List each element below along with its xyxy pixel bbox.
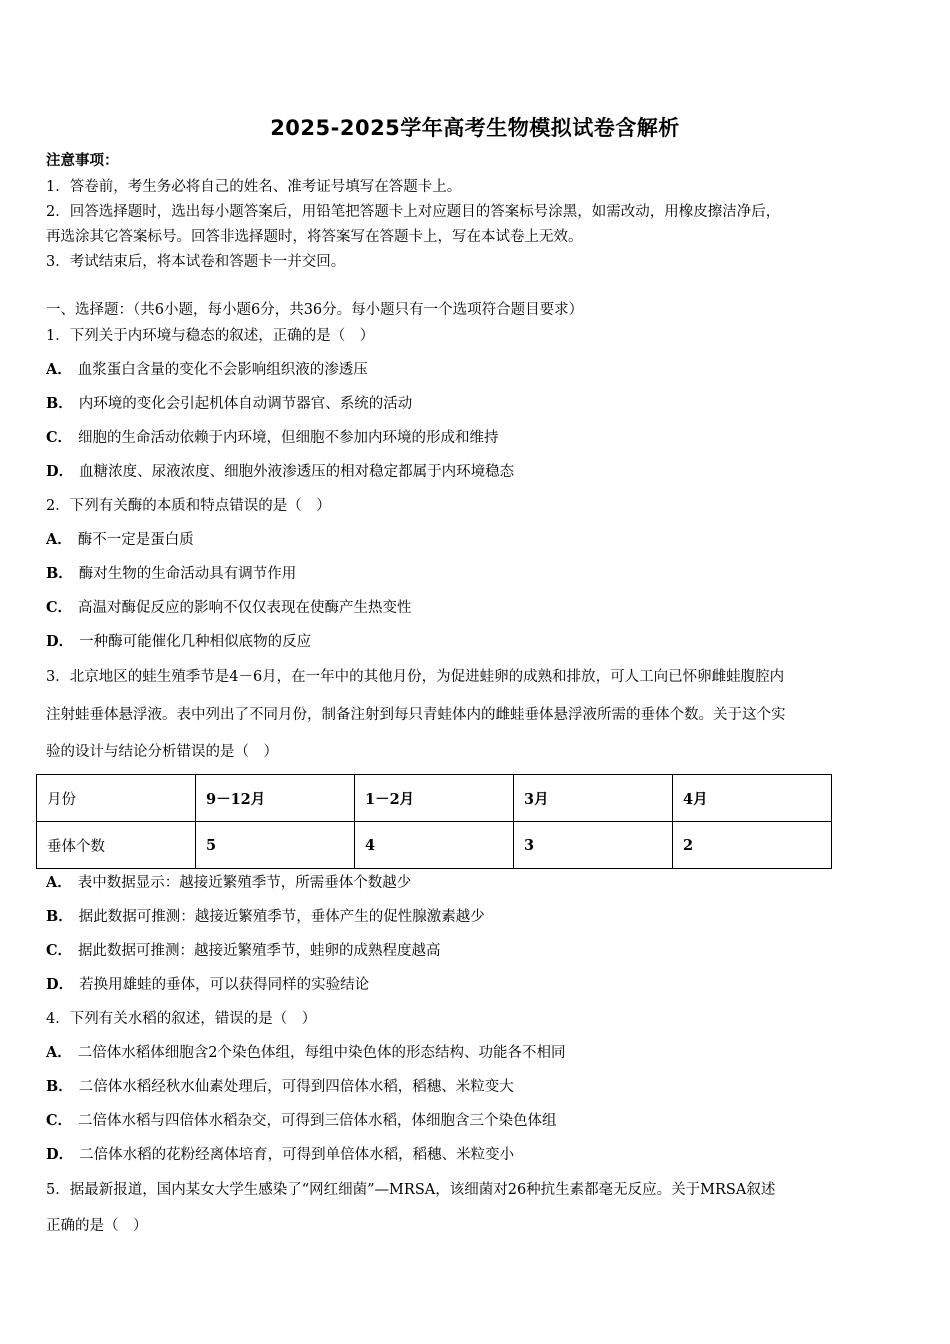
option-letter: C． [46, 429, 73, 446]
option-text: 血浆蛋白含量的变化不会影响组织液的渗透压 [77, 362, 368, 378]
option-letter: D． [46, 633, 74, 650]
question-stem: 验的设计与结论分析错误的是（ ） [46, 744, 278, 760]
option-d [46, 1145, 514, 1165]
table-cell: 4 [355, 822, 514, 869]
option-text: 酶对生物的生命活动具有调节作用 [78, 566, 297, 582]
table-header-row [37, 775, 832, 822]
option-a [46, 530, 194, 550]
notice-item: 3．考试结束后，将本试卷和答题卡一并交回。 [46, 254, 346, 270]
option-a [46, 1043, 566, 1063]
option-letter: C． [46, 599, 73, 616]
option-text: 据此数据可推测：越接近繁殖季节，蛙卵的成熟程度越高 [78, 943, 441, 959]
option-letter: B． [46, 565, 73, 582]
option-letter: B． [46, 1078, 73, 1095]
table-header-cell: 月份 [37, 775, 196, 822]
notice-item: 再选涂其它答案标号。回答非选择题时，将答案写在答题卡上，写在本试卷上无效。 [46, 229, 583, 245]
option-text: 二倍体水稻经秋水仙素处理后，可得到四倍体水稻，稻穗、米粒变大 [78, 1079, 514, 1095]
table-cell: 3 [514, 822, 673, 869]
option-c [46, 941, 441, 961]
option-d [46, 632, 311, 652]
option-text: 据此数据可推测：越接近繁殖季节，垂体产生的促性腺激素越少 [78, 909, 485, 925]
option-text: 若换用雄蛙的垂体，可以获得同样的实验结论 [79, 977, 370, 993]
question-stem: 5．据最新报道，国内某女大学生感染了“网红细菌”—MRSA，该细菌对26种抗生素都毫无反应。关于MRSA叙述 [46, 1182, 776, 1198]
table-header-cell: 4月 [673, 775, 832, 822]
option-d [46, 462, 514, 482]
table-header-cell: 1－2月 [355, 775, 514, 822]
table-header-cell: 3月 [514, 775, 673, 822]
option-text: 细胞的生命活动依赖于内环境，但细胞不参加内环境的形成和维持 [78, 430, 499, 446]
question-stem: 4．下列有关水稻的叙述，错误的是（ ） [46, 1011, 317, 1027]
option-letter: C． [46, 942, 73, 959]
data-table [36, 774, 832, 869]
option-text: 二倍体水稻体细胞含2个染色体组，每组中染色体的形态结构、功能各不相同 [77, 1045, 566, 1061]
option-letter: B． [46, 395, 73, 412]
table-cell: 2 [673, 822, 832, 869]
option-d [46, 975, 369, 995]
option-text: 酶不一定是蛋白质 [77, 532, 194, 548]
option-letter: A． [46, 531, 72, 548]
option-b [46, 394, 412, 414]
table-cell: 垂体个数 [37, 822, 196, 869]
option-letter: A． [46, 361, 72, 378]
option-letter: D． [46, 976, 74, 993]
option-letter: D． [46, 463, 74, 480]
option-letter: C． [46, 1112, 73, 1129]
section-heading: 一、选择题：（共6小题，每小题6分，共36分。每小题只有一个选项符合题目要求） [46, 302, 584, 318]
option-text: 二倍体水稻与四倍体水稻杂交，可得到三倍体水稻，体细胞含三个染色体组 [78, 1113, 557, 1129]
option-text: 二倍体水稻的花粉经离体培育，可得到单倍体水稻，稻穗、米粒变小 [79, 1147, 515, 1163]
option-text: 内环境的变化会引起机体自动调节器官、系统的活动 [78, 396, 413, 412]
table-cell: 5 [196, 822, 355, 869]
table-header-cell: 9－12月 [196, 775, 355, 822]
option-letter: D． [46, 1146, 74, 1163]
option-letter: B． [46, 908, 73, 925]
question-stem: 正确的是（ ） [46, 1218, 148, 1234]
notice-item: 2．回答选择题时，选出每小题答案后，用铅笔把答题卡上对应题目的答案标号涂黑，如需改动，用橡皮擦洁净后， [46, 204, 781, 220]
page-title: 2025-2025学年高考生物模拟试卷含解析 [270, 116, 680, 140]
option-letter: A． [46, 874, 72, 891]
option-text: 一种酶可能催化几种相似底物的反应 [79, 634, 312, 650]
notice-item: 1．答卷前，考生务必将自己的姓名、准考证号填写在答题卡上。 [46, 179, 462, 195]
option-letter: A． [46, 1044, 72, 1061]
option-b [46, 1077, 514, 1097]
option-c [46, 598, 412, 618]
option-a [46, 360, 368, 380]
option-b [46, 564, 296, 584]
notice-heading: 注意事项： [46, 152, 119, 169]
option-text: 血糖浓度、尿液浓度、细胞外液渗透压的相对稳定都属于内环境稳态 [79, 464, 515, 480]
question-stem: 注射蛙垂体悬浮液。表中列出了不同月份，制备注射到每只青蛙体内的雌蛙垂体悬浮液所需的垂体个数。关于这个实 [46, 707, 786, 723]
question-stem: 3．北京地区的蛙生殖季节是4－6月，在一年中的其他月份，为促进蛙卵的成熟和排放，可人工向已怀卵雌蛙腹腔内 [46, 669, 785, 685]
table-row [37, 822, 832, 869]
option-c [46, 1111, 557, 1131]
option-text: 高温对酶促反应的影响不仅仅表现在使酶产生热变性 [78, 600, 412, 616]
option-c [46, 428, 499, 448]
option-text: 表中数据显示：越接近繁殖季节，所需垂体个数越少 [77, 875, 412, 891]
option-b [46, 907, 485, 927]
question-stem: 1．下列关于内环境与稳态的叙述，正确的是（ ） [46, 328, 375, 344]
option-a [46, 873, 411, 893]
question-stem: 2．下列有关酶的本质和特点错误的是（ ） [46, 498, 331, 514]
